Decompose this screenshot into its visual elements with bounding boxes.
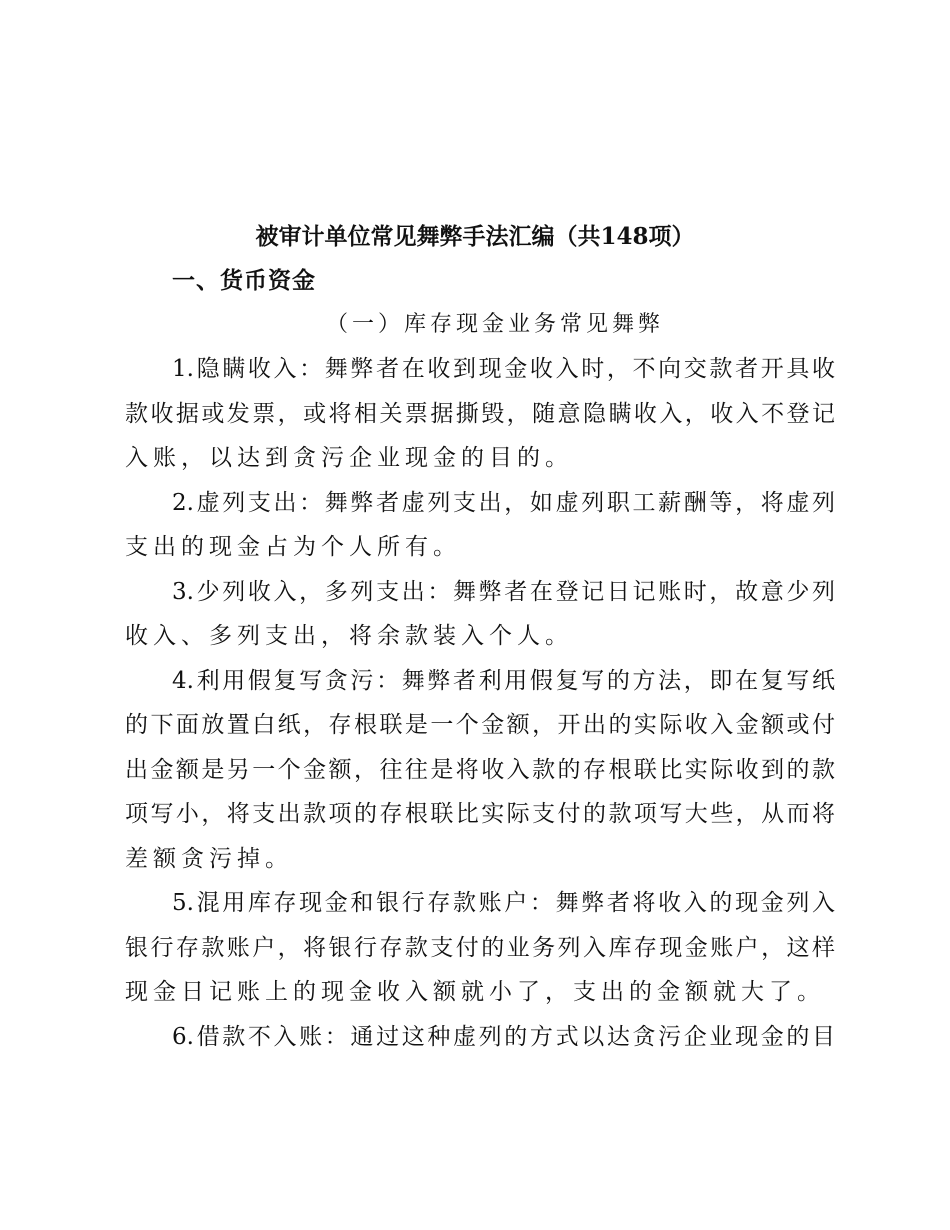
paragraph-line: 6.借款不入账：通过这种虚列的方式以达贪污企业现金的目 — [172, 1024, 835, 1050]
paragraph-line: 项写小，将支出款项的存根联比实际支付的款项写大些，从而将 — [125, 801, 835, 827]
paragraph-line: 现金日记账上的现金收入额就小了，支出的金额就大了。 — [125, 979, 825, 1005]
paragraph-line: 5.混用库存现金和银行存款账户：舞弊者将收入的现金列入 — [172, 890, 835, 916]
section-heading: 一、货币资金 — [172, 267, 316, 294]
paragraph-line: 银行存款账户，将银行存款支付的业务列入库存现金账户，这样 — [125, 935, 835, 961]
paragraph-line: 的下面放置白纸，存根联是一个金额，开出的实际收入金额或付 — [125, 712, 835, 738]
document-title: 被审计单位常见舞弊手法汇编（共148项） — [255, 223, 695, 250]
paragraph-line: 差额贪污掉。 — [125, 846, 293, 872]
paragraph-line: 入账，以达到贪污企业现金的目的。 — [125, 445, 573, 471]
paragraph-line: 出金额是另一个金额，往往是将收入款的存根联比实际收到的款 — [125, 757, 835, 783]
paragraph-line: 1.隐瞒收入：舞弊者在收到现金收入时，不向交款者开具收 — [172, 356, 835, 382]
paragraph-line: 支出的现金占为个人所有。 — [125, 534, 461, 560]
paragraph-line: 收入、多列支出，将余款装入个人。 — [125, 623, 573, 649]
paragraph-line: 2.虚列支出：舞弊者虚列支出，如虚列职工薪酬等，将虚列 — [172, 490, 835, 516]
paragraph-line: 4.利用假复写贪污：舞弊者利用假复写的方法，即在复写纸 — [172, 668, 835, 694]
paragraph-line: 3.少列收入，多列支出：舞弊者在登记日记账时，故意少列 — [172, 579, 835, 605]
paragraph-line: 款收据或发票，或将相关票据撕毁，随意隐瞒收入，收入不登记 — [125, 401, 835, 427]
subsection-heading: （一）库存现金业务常见舞弊 — [325, 312, 664, 337]
